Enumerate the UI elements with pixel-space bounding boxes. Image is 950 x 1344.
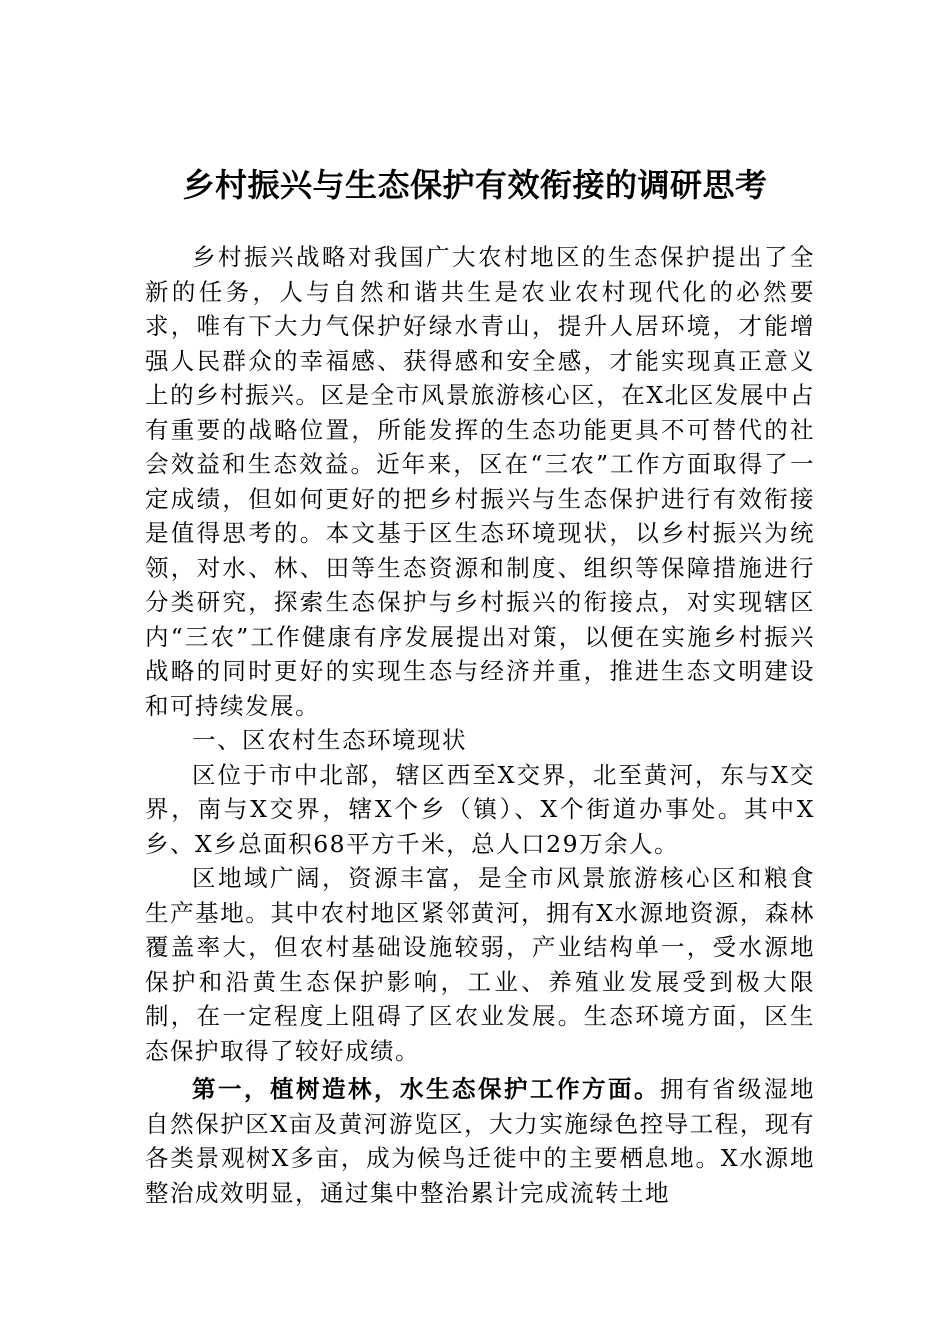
section-heading: 一、区农村生态环境现状 (192, 726, 467, 754)
section-paragraph-location: 区位于市中北部，辖区西至X交界，北至黄河，东与X交界，南与X交界，辖X个乡（镇）、X个街道办事处。其中X乡、X乡总面积68平方千米，总人口29万余人。 (145, 760, 815, 858)
section-paragraph-resources: 区地域广阔，资源丰富，是全市风景旅游核心区和粮食生产基地。其中农村地区紧邻黄河，拥有X水源地资源，森林覆盖率大，但农村基础设施较弱，产业结构单一，受水源地保护和沿黄生态保护影响，工业、养殖业发展受到极大限制，在一定程度上阻碍了区农业发展。生态环境方面，区生态保护取得了较好成绩。 (145, 864, 815, 1065)
document-body (145, 240, 815, 1210)
document-title: 乡村振兴与生态保护有效衔接的调研思考 (182, 166, 768, 204)
intro-paragraph: 乡村振兴战略对我国广大农村地区的生态保护提出了全新的任务，人与自然和谐共生是农业农村现代化的必然要求，唯有下大力气保护好绿水青山，提升人居环境，才能增强人民群众的幸福感、获得感和安全感，才能实现真正意义上的乡村振兴。区是全市风景旅游核心区，在X北区发展中占有重要的战略位置，所能发挥的生态功能更具不可替代的社会效益和生态效益。近年来，区在“三农”工作方面取得了一定成绩，但如何更好的把乡村振兴与生态保护进行有效衔接是值得思考的。本文基于区生态环境现状，以乡村振兴为统领，对水、林、田等生态资源和制度、组织等保障措施进行分类研究，探索生态保护与乡村振兴的衔接点，对实现辖区内“三农”工作健康有序发展提出对策，以便在实施乡村振兴战略的同时更好的实现生态与经济并重，推进生态文明建设和可持续发展。 (145, 243, 815, 720)
paragraph-text: 拥有省级湿地自然保护区X亩及黄河游览区，大力实施绿色控导工程，现有各类景观树X多亩，成为候鸟迁徙中的主要栖息地。X水源地整治成效明显，通过集中整治累计完成流转土地 (145, 1075, 815, 1207)
paragraph-lead: 第一，植树造林，水生态保护工作方面。 (192, 1075, 660, 1103)
section-paragraph-forestry (145, 1072, 815, 1210)
